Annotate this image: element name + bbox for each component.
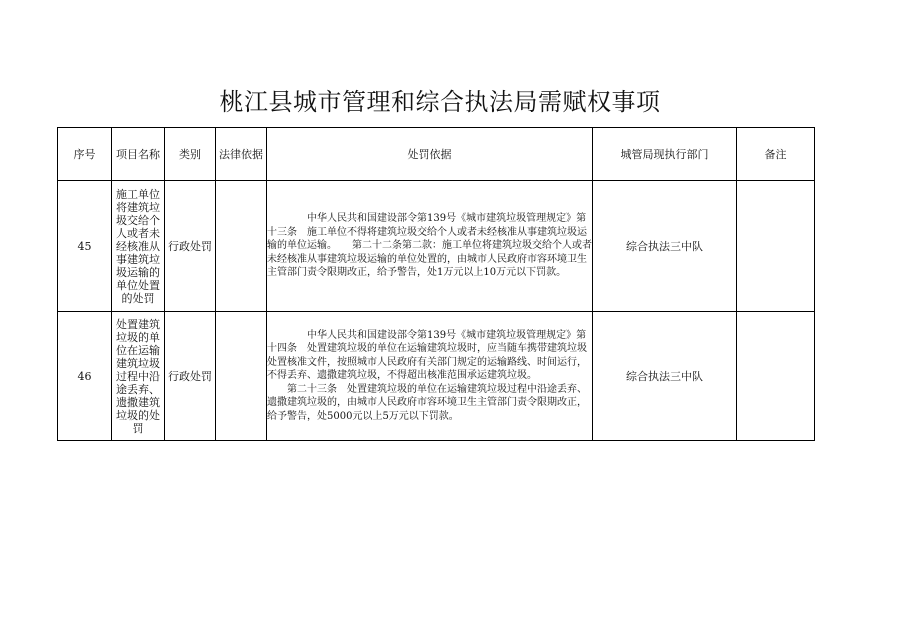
header-penalty-basis: 处罚依据 — [267, 128, 593, 181]
header-category: 类别 — [165, 128, 216, 181]
penalty-basis-paragraph: 中华人民共和国建设部令第139号《城市建筑垃圾管理规定》第十三条 施工单位不得将建筑垃圾交给个人或者未经核准从事建筑垃圾运输的单位运输。 第二十二条第二款：施工单位将建筑垃圾交给个人或者未经核准从事建筑垃圾运输的单位处置的，由城市人民政府市容环境卫生主管部门责令限期改正，给予警告，处1万元以上10万元以下罚款。 — [267, 213, 592, 279]
header-item-name: 项目名称 — [112, 128, 165, 181]
row-penalty-basis — [267, 181, 593, 312]
row-legal-basis — [216, 181, 267, 312]
header-remarks: 备注 — [737, 128, 815, 181]
row-department: 综合执法三中队 — [593, 181, 737, 312]
document-title: 桃江县城市管理和综合执法局需赋权事项 — [219, 88, 661, 116]
penalty-basis-paragraph: 第二十三条 处置建筑垃圾的单位在运输建筑垃圾过程中沿途丢弃、遗撒建筑垃圾的，由城市人民政府市容环境卫生主管部门责令限期改正，给予警告，处5000元以上5万元以下罚款。 — [267, 383, 587, 422]
row-penalty-basis — [267, 312, 593, 441]
row-remarks — [737, 312, 815, 441]
penalty-basis-paragraph: 中华人民共和国建设部令第139号《城市建筑垃圾管理规定》第十四条 处置建筑垃圾的单位在运输建筑垃圾时，应当随车携带建筑垃圾处置核准文件，按照城市人民政府有关部门规定的运输路线、时间运行，不得丢弃、遗撒建筑垃圾，不得超出核准范围承运建筑垃圾。 — [267, 330, 587, 382]
table-header-row — [58, 128, 815, 181]
header-index: 序号 — [58, 128, 112, 181]
table-row — [58, 181, 815, 312]
header-legal-basis: 法律依据 — [216, 128, 267, 181]
header-department: 城管局现执行部门 — [593, 128, 737, 181]
table-row — [58, 312, 815, 441]
row-remarks — [737, 181, 815, 312]
authorization-items-table — [57, 127, 815, 441]
row-legal-basis — [216, 312, 267, 441]
row-index: 45 — [58, 181, 112, 312]
row-item-name: 施工单位将建筑垃圾交给个人或者未经核准从事建筑垃圾运输的单位处置的处罚 — [112, 181, 165, 312]
row-index: 46 — [58, 312, 112, 441]
row-category: 行政处罚 — [165, 312, 216, 441]
row-department: 综合执法三中队 — [593, 312, 737, 441]
row-item-name: 处置建筑垃圾的单位在运输建筑垃圾过程中沿途丢弃、遗撒建筑垃圾的处罚 — [112, 312, 165, 441]
row-category: 行政处罚 — [165, 181, 216, 312]
